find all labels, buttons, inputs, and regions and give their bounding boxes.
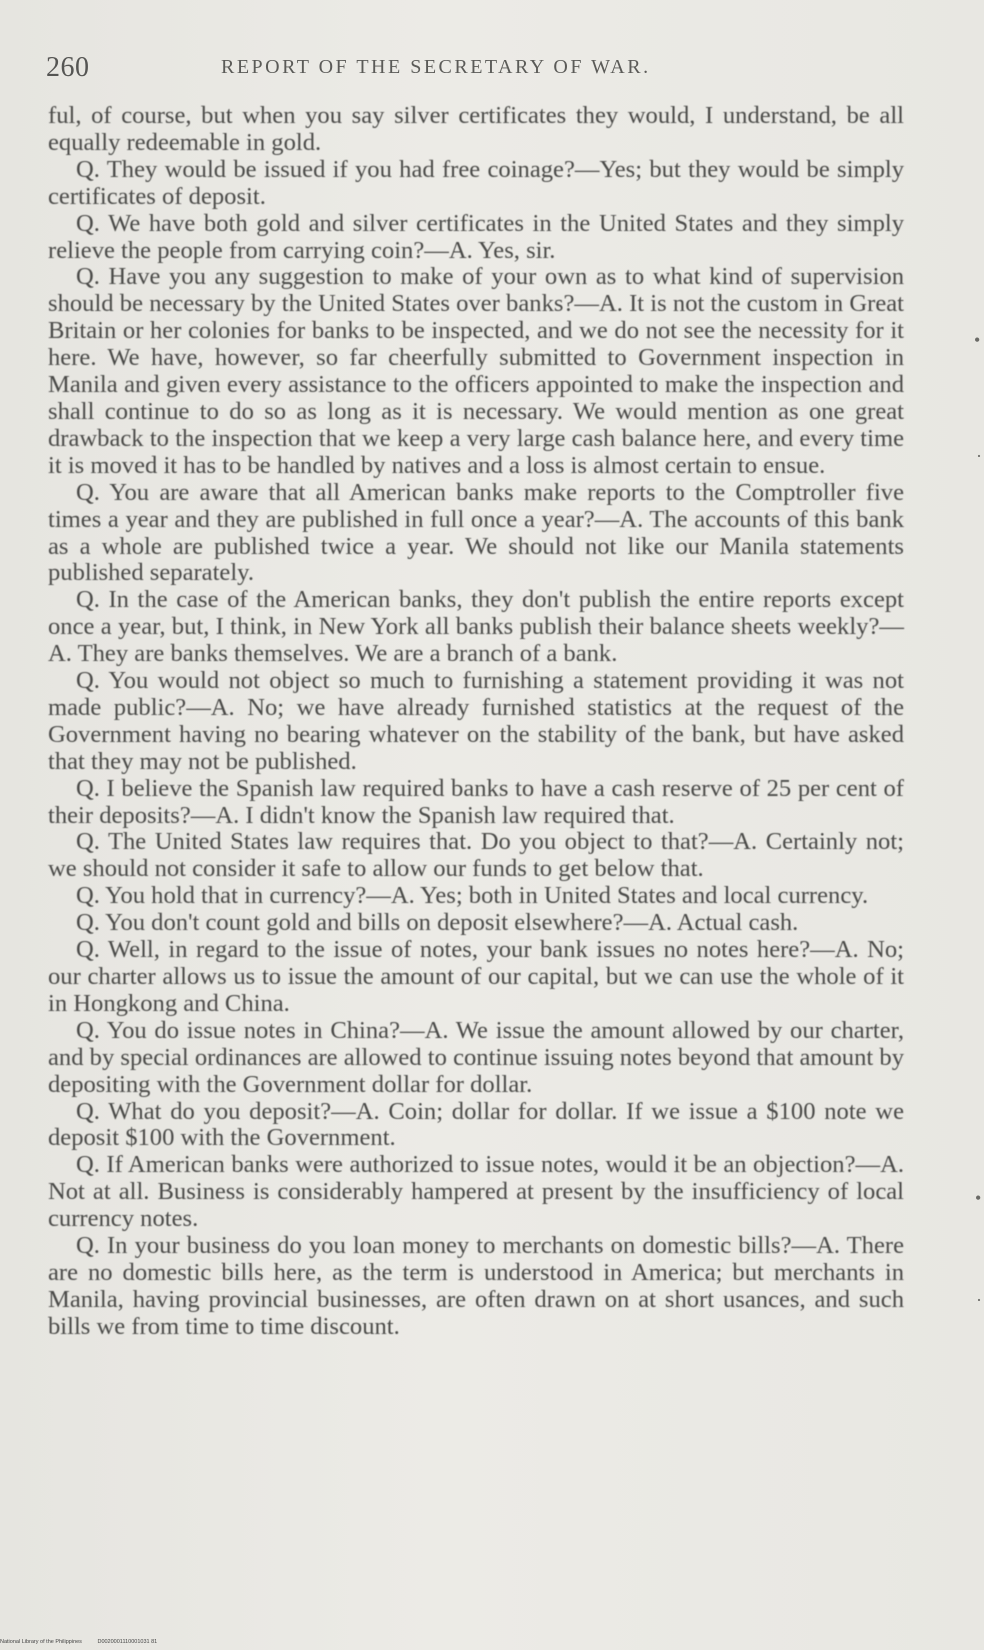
page-header [46,52,906,86]
paragraph: Q. I believe the Spanish law required banks to have a cash reserve of 25 per cent of their deposits?—A. I didn't know the Spanish law required that. [48,774,904,829]
margin-mark: · [976,1290,982,1310]
paragraph-continued: ful, of course, but when you say silver certificates they would, I understand, be all equally redeemable in gold. [48,102,904,156]
paragraph: Q. In your business do you loan money to merchants on domestic bills?—A. There are no domestic bills here, as the term is understood in America; but merchants in Manila, having provincial businesses, are often drawn on at short usances, and such bills we from time to time discount. [48,1232,904,1340]
paragraph: Q. You do issue notes in China?—A. We issue the amount allowed by our charter, and by special ordinances are allowed to continue issuing notes beyond that amount by depositing with the Government dollar for dollar. [48,1016,904,1098]
page-number: 260 [46,52,90,83]
paragraph: Q. You don't count gold and bills on deposit elsewhere?—A. Actual cash. [76,909,799,937]
margin-mark: • [974,330,981,350]
running-head: REPORT OF THE SECRETARY OF WAR. [221,56,651,78]
paragraph: Q. Well, in regard to the issue of notes, your bank issues no notes here?—A. No; our charter allows us to issue the amount of our capital, but we can use the whole of it in Hongkong and China. [48,936,904,1017]
paragraph: Q. In the case of the American banks, they don't publish the entire reports except once a year, but, I think, in New York all banks publish their balance sheets weekly?—A. They are banks themselves. We are a branch of a bank. [48,586,904,668]
paragraph: Q. Have you any suggestion to make of your own as to what kind of supervision should be necessary by the United States over banks?—A. It is not the custom in Great Britain or her colonies for banks to be inspected, and we do not see the necessity for it here. We have, however, so far cheerfully submitted to Government inspection in Manila and given every assistance to the officers appointed to make the inspection and shall continue to do so as long as it is necessary. We would mention as one great drawback to the inspection that we keep a very large cash balance here, and every time it is moved it has to be handled by natives and a loss is almost certain to ensue. [48,263,904,479]
margin-mark: • [975,1188,982,1208]
paragraph: Q. They would be issued if you had free coinage?—Yes; but they would be simply certificates of deposit. [48,155,904,210]
paragraph: Q. If American banks were authorized to issue notes, would it be an objection?—A. Not at all. Business is considerably hampered at present by the insufficiency of local currency notes. [48,1151,904,1233]
paragraph: Q. You hold that in currency?—A. Yes; both in United States and local currency. [76,882,869,910]
scan-footer [0,1639,171,1645]
paragraph: Q. You are aware that all American banks make reports to the Comptroller five times a year and they are published in full once a year?—A. The accounts of this bank as a whole are published twice a year. We should not like our Manila statements published separately. [48,478,904,587]
footer-identifier: D0020001110001031 81 [97,1639,158,1645]
paragraph: Q. You would not object so much to furnishing a statement providing it was not made public?—A. No; we have already furnished statistics at the request of the Government having no bearing whatever on the stability of the bank, but have asked that they may not be published. [48,667,904,775]
body-text [48,103,904,1341]
footer-library: National Library of the Philippines [0,1639,82,1645]
paragraph: Q. What do you deposit?—A. Coin; dollar for dollar. If we issue a $100 note we deposit $100 with the Government. [48,1097,904,1152]
paragraph: Q. We have both gold and silver certificates in the United States and they simply relieve the people from carrying coin?—A. Yes, sir. [48,209,904,264]
paragraph: Q. The United States law requires that. Do you object to that?—A. Certainly not; we should not consider it safe to allow our funds to get below that. [48,828,904,883]
margin-mark: · [976,446,982,466]
